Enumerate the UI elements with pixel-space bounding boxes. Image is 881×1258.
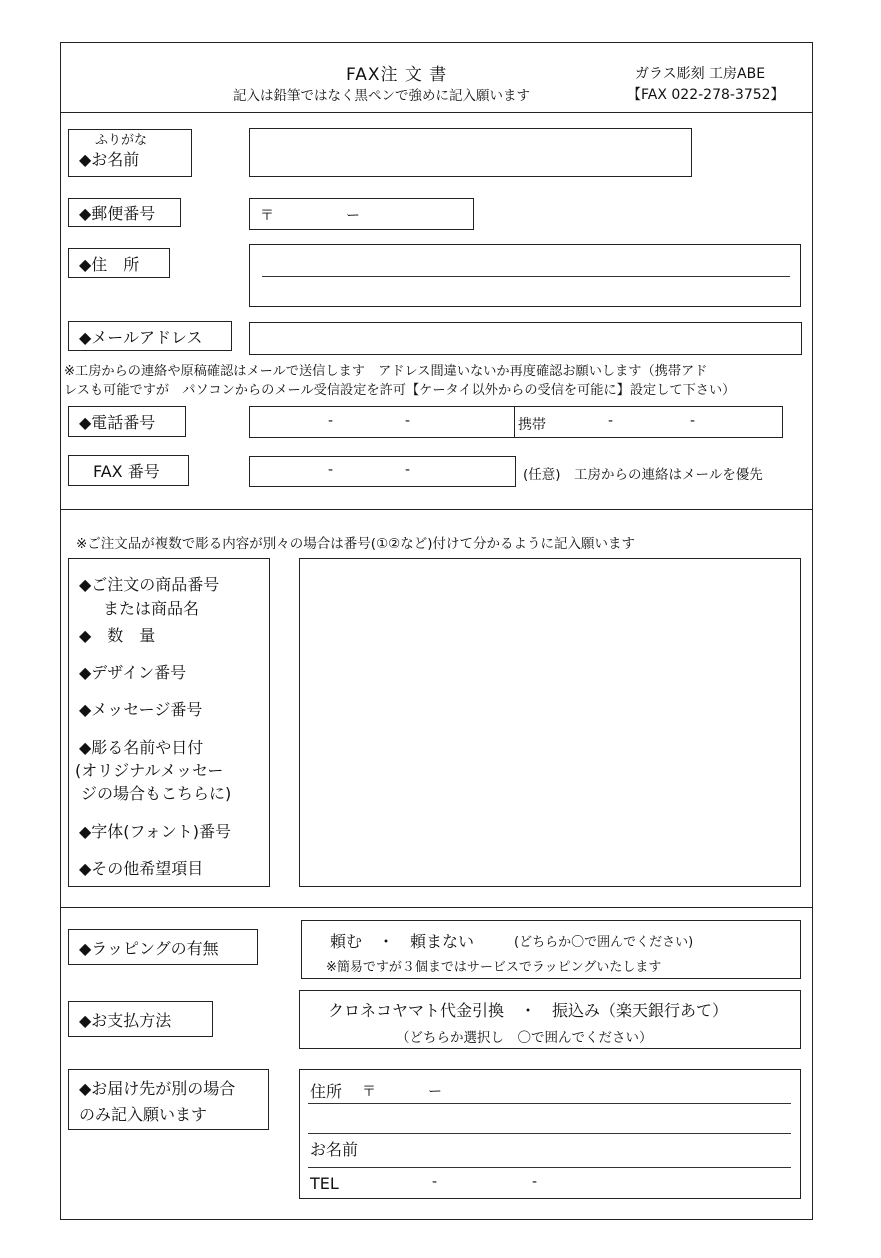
phone-dash-2: -	[405, 413, 411, 429]
wrapping-label: ◆ラッピングの有無	[68, 929, 258, 965]
order-engrave-label-2: (オリジナルメッセー	[75, 761, 224, 780]
fax-field[interactable]	[249, 456, 516, 487]
name-field[interactable]	[249, 128, 692, 177]
delivery-name-label: お名前	[310, 1140, 359, 1159]
delivery-label-line1: ◆お届け先が別の場合	[79, 1079, 236, 1098]
delivery-label-box	[68, 1069, 269, 1130]
name-label: ◆お名前	[79, 150, 140, 169]
delivery-tel-dash-2: -	[532, 1174, 538, 1190]
fax-number: 【FAX 022-278-3752】	[627, 87, 785, 103]
order-labels-box	[68, 558, 270, 887]
order-divider	[60, 907, 813, 908]
delivery-name-underline	[308, 1167, 791, 1168]
fax-dash-1: -	[328, 462, 334, 478]
name-label-box	[68, 129, 192, 177]
address-field[interactable]	[249, 244, 801, 307]
delivery-tel-dash-1: -	[432, 1174, 438, 1190]
wrapping-choice-box[interactable]	[301, 920, 801, 979]
delivery-postal-mark: 〒	[362, 1084, 376, 1100]
order-quantity-label: ◆ 数 量	[79, 626, 156, 645]
wrapping-choose-note: (どちらか〇で囲んでください)	[514, 935, 694, 950]
postal-dash: ー	[346, 208, 360, 224]
fax-dash-2: -	[405, 462, 411, 478]
phone-dash-1: -	[328, 413, 334, 429]
payment-note: （どちらか選択し 〇で囲んでください）	[396, 1030, 653, 1046]
order-engrave-label-3: ジの場合もこちらに)	[81, 784, 232, 803]
order-item-label-1: ◆ご注文の商品番号	[79, 575, 220, 594]
order-font-label: ◆字体(フォント)番号	[79, 822, 231, 841]
order-other-label: ◆その他希望項目	[79, 859, 204, 878]
delivery-postal-dash: ー	[428, 1084, 442, 1100]
mobile-dash-2: -	[690, 413, 696, 429]
order-design-label: ◆デザイン番号	[79, 663, 187, 682]
fax-label: FAX 番号	[68, 455, 189, 486]
delivery-label-line2: のみ記入願います	[79, 1105, 208, 1124]
email-note-line1: ※工房からの連絡や原稿確認はメールで送信します アドレス間違いないか再度確認お願いします（携帯アド	[64, 364, 708, 379]
address-label: ◆住 所	[68, 248, 170, 278]
delivery-tel-label: TEL	[310, 1174, 339, 1193]
phone-label: ◆電話番号	[68, 406, 186, 437]
form-title: FAX注 文 書	[346, 65, 448, 85]
mobile-dash-1: -	[608, 413, 614, 429]
payment-options[interactable]: クロネコヤマト代金引換 ・ 振込み（楽天銀行あて）	[328, 1001, 729, 1020]
order-item-label-2: または商品名	[103, 599, 200, 618]
postal-label: ◆郵便番号	[68, 198, 181, 227]
fax-note: (任意) 工房からの連絡はメールを優先	[523, 467, 763, 483]
order-message-label: ◆メッセージ番号	[79, 700, 203, 719]
payment-label: ◆お支払方法	[68, 1001, 213, 1037]
delivery-address-label: 住所	[310, 1082, 343, 1101]
order-note: ※ご注文品が複数で彫る内容が別々の場合は番号(①②など)付けて分かるように記入願います	[76, 536, 636, 552]
delivery-address-underline-2	[308, 1133, 791, 1134]
form-instruction: 記入は鉛筆ではなく黒ペンで強めに記入願います	[233, 88, 530, 104]
delivery-address-underline-1	[308, 1103, 791, 1104]
contact-divider	[60, 509, 813, 510]
postal-field[interactable]	[249, 198, 474, 230]
payment-choice-box[interactable]	[299, 990, 801, 1049]
shop-name: ガラス彫刻 工房ABE	[635, 66, 766, 82]
phone-field[interactable]	[249, 406, 783, 438]
wrapping-options[interactable]: 頼む ・ 頼まない	[330, 932, 475, 951]
email-field[interactable]	[249, 322, 802, 355]
furigana-label: ふりがな	[95, 133, 148, 148]
postal-mark: 〒	[260, 208, 274, 224]
address-underline	[262, 276, 790, 277]
order-details-field[interactable]	[299, 558, 801, 887]
mobile-label: 携帯	[518, 417, 546, 433]
email-label: ◆メールアドレス	[68, 321, 232, 351]
order-engrave-label-1: ◆彫る名前や日付	[79, 738, 204, 757]
header-divider	[60, 112, 813, 113]
wrapping-free-note: ※簡易ですが３個まではサービスでラッピングいたします	[326, 960, 662, 975]
email-note-line2: レスも可能ですが パソコンからのメール受信設定を許可【ケータイ以外からの受信を可能に】設定して下さい）	[64, 383, 736, 398]
delivery-field[interactable]	[299, 1069, 801, 1199]
phone-mobile-divider	[514, 407, 515, 437]
